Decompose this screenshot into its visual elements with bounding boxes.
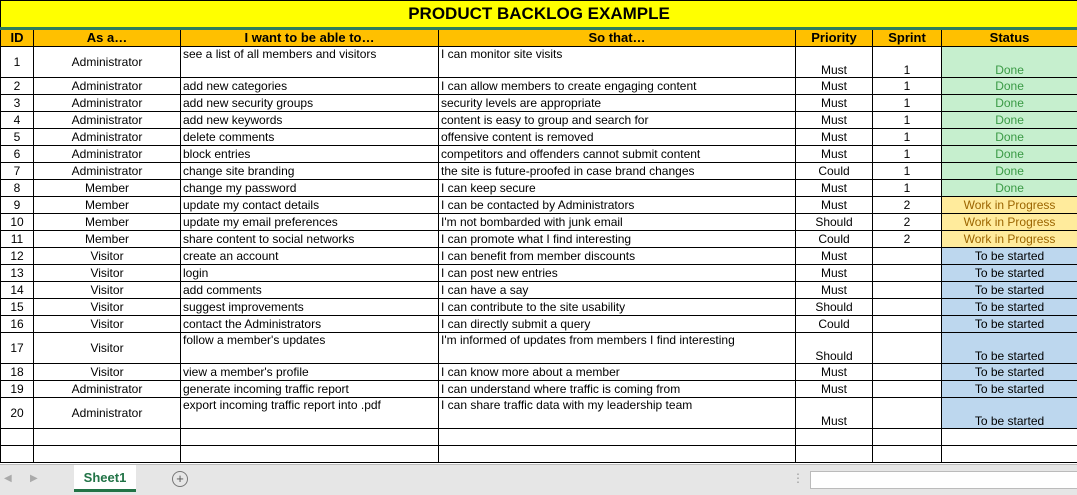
sheet-title[interactable]: PRODUCT BACKLOG EXAMPLE — [1, 1, 1077, 29]
sheet-tab-bar — [0, 464, 1077, 495]
cell-as-a[interactable]: Administrator — [34, 146, 181, 163]
table-row — [1, 398, 1077, 429]
cell-status[interactable]: Done — [942, 78, 1077, 95]
empty-row — [1, 429, 1077, 446]
cell-sprint[interactable]: 2 — [873, 197, 942, 214]
sheet-tab-sheet1[interactable]: Sheet1 — [74, 465, 136, 492]
cell-as-a[interactable]: Administrator — [34, 129, 181, 146]
cell-want[interactable]: create an account — [181, 248, 439, 265]
cell-want[interactable]: delete comments — [181, 129, 439, 146]
cell-status[interactable]: Done — [942, 95, 1077, 112]
empty-cell[interactable] — [796, 429, 873, 446]
cell-so-that[interactable]: the site is future-proofed in case brand changes — [439, 163, 796, 180]
cell-sprint[interactable] — [873, 316, 942, 333]
cell-want[interactable]: share content to social networks — [181, 231, 439, 248]
cell-priority[interactable]: Must — [796, 146, 873, 163]
cell-so-that[interactable]: I can allow members to create engaging content — [439, 78, 796, 95]
cell-id[interactable]: 18 — [1, 364, 34, 381]
cell-so-that[interactable]: I can post new entries — [439, 265, 796, 282]
cell-so-that[interactable]: I can directly submit a query — [439, 316, 796, 333]
add-sheet-icon[interactable]: + — [172, 471, 188, 487]
cell-status[interactable]: To be started — [942, 248, 1077, 265]
cell-id[interactable]: 8 — [1, 180, 34, 197]
cell-sprint[interactable] — [873, 248, 942, 265]
cell-priority[interactable]: Should — [796, 299, 873, 316]
cell-priority[interactable]: Must — [796, 248, 873, 265]
cell-priority[interactable]: Should — [796, 333, 873, 364]
empty-cell[interactable] — [796, 446, 873, 463]
cell-status[interactable]: Work in Progress — [942, 197, 1077, 214]
cell-want[interactable]: generate incoming traffic report — [181, 381, 439, 398]
cell-id[interactable]: 16 — [1, 316, 34, 333]
table-row — [1, 129, 1077, 146]
cell-priority[interactable]: Could — [796, 163, 873, 180]
cell-status[interactable]: To be started — [942, 381, 1077, 398]
table-row — [1, 95, 1077, 112]
cell-status[interactable]: Done — [942, 146, 1077, 163]
cell-want[interactable]: block entries — [181, 146, 439, 163]
cell-want[interactable]: update my contact details — [181, 197, 439, 214]
cell-status[interactable]: To be started — [942, 282, 1077, 299]
cell-want[interactable]: update my email preferences — [181, 214, 439, 231]
empty-cell[interactable] — [1, 429, 34, 446]
cell-as-a[interactable]: Member — [34, 231, 181, 248]
cell-priority[interactable]: Must — [796, 282, 873, 299]
table-row — [1, 381, 1077, 398]
cell-sprint[interactable]: 1 — [873, 163, 942, 180]
empty-cell[interactable] — [873, 446, 942, 463]
cell-so-that[interactable]: I can understand where traffic is coming from — [439, 381, 796, 398]
cell-sprint[interactable]: 1 — [873, 112, 942, 129]
cell-sprint[interactable]: 1 — [873, 180, 942, 197]
header-so-that[interactable]: So that… — [439, 29, 796, 47]
cell-want[interactable]: change my password — [181, 180, 439, 197]
cell-id[interactable]: 12 — [1, 248, 34, 265]
cell-priority[interactable]: Must — [796, 381, 873, 398]
cell-status[interactable]: To be started — [942, 398, 1077, 429]
cell-as-a[interactable]: Administrator — [34, 112, 181, 129]
table-row — [1, 180, 1077, 197]
cell-as-a[interactable]: Member — [34, 180, 181, 197]
cell-id[interactable]: 14 — [1, 282, 34, 299]
cell-status[interactable]: To be started — [942, 316, 1077, 333]
splitter-handle[interactable]: ⋮ — [792, 471, 804, 485]
cell-priority[interactable]: Must — [796, 180, 873, 197]
cell-status[interactable]: Done — [942, 112, 1077, 129]
cell-want[interactable]: add comments — [181, 282, 439, 299]
cell-priority[interactable]: Must — [796, 129, 873, 146]
table-row — [1, 78, 1077, 95]
cell-priority[interactable]: Must — [796, 95, 873, 112]
cell-id[interactable]: 11 — [1, 231, 34, 248]
cell-priority[interactable]: Could — [796, 231, 873, 248]
scroll-left-icon[interactable]: ◀ — [4, 473, 12, 484]
cell-sprint[interactable]: 1 — [873, 78, 942, 95]
cell-id[interactable]: 15 — [1, 299, 34, 316]
header-status[interactable]: Status — [942, 29, 1077, 47]
table-row — [1, 299, 1077, 316]
cell-want[interactable]: contact the Administrators — [181, 316, 439, 333]
cell-priority[interactable]: Must — [796, 47, 873, 78]
cell-status[interactable]: Work in Progress — [942, 214, 1077, 231]
cell-id[interactable]: 6 — [1, 146, 34, 163]
cell-so-that[interactable]: I'm informed of updates from members I find interesting — [439, 333, 796, 364]
cell-sprint[interactable] — [873, 364, 942, 381]
cell-sprint[interactable]: 1 — [873, 47, 942, 78]
cell-so-that[interactable]: I can monitor site visits — [439, 47, 796, 78]
cell-status[interactable]: To be started — [942, 364, 1077, 381]
empty-cell[interactable] — [1, 446, 34, 463]
cell-want[interactable]: suggest improvements — [181, 299, 439, 316]
cell-priority[interactable]: Must — [796, 398, 873, 429]
cell-so-that[interactable]: I can be contacted by Administrators — [439, 197, 796, 214]
empty-cell[interactable] — [439, 429, 796, 446]
cell-priority[interactable]: Must — [796, 197, 873, 214]
table-row — [1, 265, 1077, 282]
cell-status[interactable]: Done — [942, 47, 1077, 78]
cell-want[interactable]: login — [181, 265, 439, 282]
empty-cell[interactable] — [439, 446, 796, 463]
table-row — [1, 146, 1077, 163]
cell-so-that[interactable]: I can share traffic data with my leadership team — [439, 398, 796, 429]
cell-want[interactable]: add new security groups — [181, 95, 439, 112]
cell-as-a[interactable]: Visitor — [34, 316, 181, 333]
cell-so-that[interactable]: I can know more about a member — [439, 364, 796, 381]
cell-so-that[interactable]: I'm not bombarded with junk email — [439, 214, 796, 231]
cell-priority[interactable]: Must — [796, 78, 873, 95]
cell-want[interactable]: export incoming traffic report into .pdf — [181, 398, 439, 429]
table-row — [1, 163, 1077, 180]
cell-sprint[interactable] — [873, 333, 942, 364]
cell-so-that[interactable]: I can have a say — [439, 282, 796, 299]
cell-as-a[interactable]: Visitor — [34, 299, 181, 316]
cell-id[interactable]: 7 — [1, 163, 34, 180]
cell-as-a[interactable]: Administrator — [34, 47, 181, 78]
cell-as-a[interactable]: Administrator — [34, 95, 181, 112]
empty-cell[interactable] — [942, 429, 1077, 446]
cell-as-a[interactable]: Visitor — [34, 333, 181, 364]
cell-so-that[interactable]: security levels are appropriate — [439, 95, 796, 112]
cell-sprint[interactable] — [873, 282, 942, 299]
cell-sprint[interactable]: 2 — [873, 214, 942, 231]
cell-want[interactable]: add new categories — [181, 78, 439, 95]
empty-cell[interactable] — [34, 429, 181, 446]
cell-want[interactable]: view a member's profile — [181, 364, 439, 381]
cell-id[interactable]: 13 — [1, 265, 34, 282]
cell-want[interactable]: add new keywords — [181, 112, 439, 129]
table-row — [1, 248, 1077, 265]
cell-so-that[interactable]: offensive content is removed — [439, 129, 796, 146]
cell-so-that[interactable]: competitors and offenders cannot submit content — [439, 146, 796, 163]
cell-sprint[interactable] — [873, 398, 942, 429]
cell-sprint[interactable]: 2 — [873, 231, 942, 248]
header-sprint[interactable]: Sprint — [873, 29, 942, 47]
cell-as-a[interactable]: Administrator — [34, 398, 181, 429]
table-row — [1, 197, 1077, 214]
cell-sprint[interactable]: 1 — [873, 146, 942, 163]
cell-so-that[interactable]: I can keep secure — [439, 180, 796, 197]
empty-cell[interactable] — [942, 446, 1077, 463]
empty-cell[interactable] — [181, 429, 439, 446]
cell-id[interactable]: 5 — [1, 129, 34, 146]
cell-want[interactable]: see a list of all members and visitors — [181, 47, 439, 78]
cell-as-a[interactable]: Visitor — [34, 248, 181, 265]
table-row — [1, 112, 1077, 129]
cell-id[interactable]: 19 — [1, 381, 34, 398]
cell-as-a[interactable]: Visitor — [34, 265, 181, 282]
table-row — [1, 316, 1077, 333]
cell-id[interactable]: 1 — [1, 47, 34, 78]
empty-row — [1, 446, 1077, 463]
cell-want[interactable]: follow a member's updates — [181, 333, 439, 364]
empty-cell[interactable] — [181, 446, 439, 463]
cell-priority[interactable]: Should — [796, 214, 873, 231]
cell-status[interactable]: Done — [942, 129, 1077, 146]
cell-as-a[interactable]: Administrator — [34, 381, 181, 398]
header-as-a[interactable]: As a… — [34, 29, 181, 47]
cell-id[interactable]: 9 — [1, 197, 34, 214]
cell-priority[interactable]: Must — [796, 265, 873, 282]
cell-id[interactable]: 2 — [1, 78, 34, 95]
cell-id[interactable]: 10 — [1, 214, 34, 231]
horizontal-scrollbar[interactable] — [810, 471, 1077, 489]
header-want[interactable]: I want to be able to… — [181, 29, 439, 47]
empty-cell[interactable] — [34, 446, 181, 463]
cell-status[interactable]: To be started — [942, 265, 1077, 282]
cell-status[interactable]: Done — [942, 180, 1077, 197]
cell-as-a[interactable]: Member — [34, 214, 181, 231]
cell-status[interactable]: To be started — [942, 333, 1077, 364]
cell-status[interactable]: Done — [942, 163, 1077, 180]
cell-as-a[interactable]: Administrator — [34, 78, 181, 95]
table-row — [1, 282, 1077, 299]
table-row — [1, 364, 1077, 381]
cell-as-a[interactable]: Visitor — [34, 364, 181, 381]
table-row — [1, 231, 1077, 248]
cell-so-that[interactable]: I can promote what I find interesting — [439, 231, 796, 248]
cell-as-a[interactable]: Member — [34, 197, 181, 214]
cell-id[interactable]: 20 — [1, 398, 34, 429]
cell-so-that[interactable]: I can benefit from member discounts — [439, 248, 796, 265]
cell-so-that[interactable]: content is easy to group and search for — [439, 112, 796, 129]
cell-id[interactable]: 4 — [1, 112, 34, 129]
cell-so-that[interactable]: I can contribute to the site usability — [439, 299, 796, 316]
cell-priority[interactable]: Must — [796, 364, 873, 381]
cell-sprint[interactable]: 1 — [873, 129, 942, 146]
header-priority[interactable]: Priority — [796, 29, 873, 47]
cell-sprint[interactable] — [873, 381, 942, 398]
cell-status[interactable]: Work in Progress — [942, 231, 1077, 248]
cell-sprint[interactable]: 1 — [873, 95, 942, 112]
table-row — [1, 333, 1077, 364]
cell-id[interactable]: 17 — [1, 333, 34, 364]
empty-cell[interactable] — [873, 429, 942, 446]
cell-as-a[interactable]: Administrator — [34, 163, 181, 180]
cell-status[interactable]: To be started — [942, 299, 1077, 316]
table-row — [1, 47, 1077, 78]
cell-id[interactable]: 3 — [1, 95, 34, 112]
cell-as-a[interactable]: Visitor — [34, 282, 181, 299]
header-id[interactable]: ID — [1, 29, 34, 47]
cell-priority[interactable]: Must — [796, 112, 873, 129]
scroll-right-icon[interactable]: ▶ — [30, 473, 38, 484]
cell-want[interactable]: change site branding — [181, 163, 439, 180]
table-row — [1, 214, 1077, 231]
cell-priority[interactable]: Could — [796, 316, 873, 333]
cell-sprint[interactable] — [873, 299, 942, 316]
cell-sprint[interactable] — [873, 265, 942, 282]
